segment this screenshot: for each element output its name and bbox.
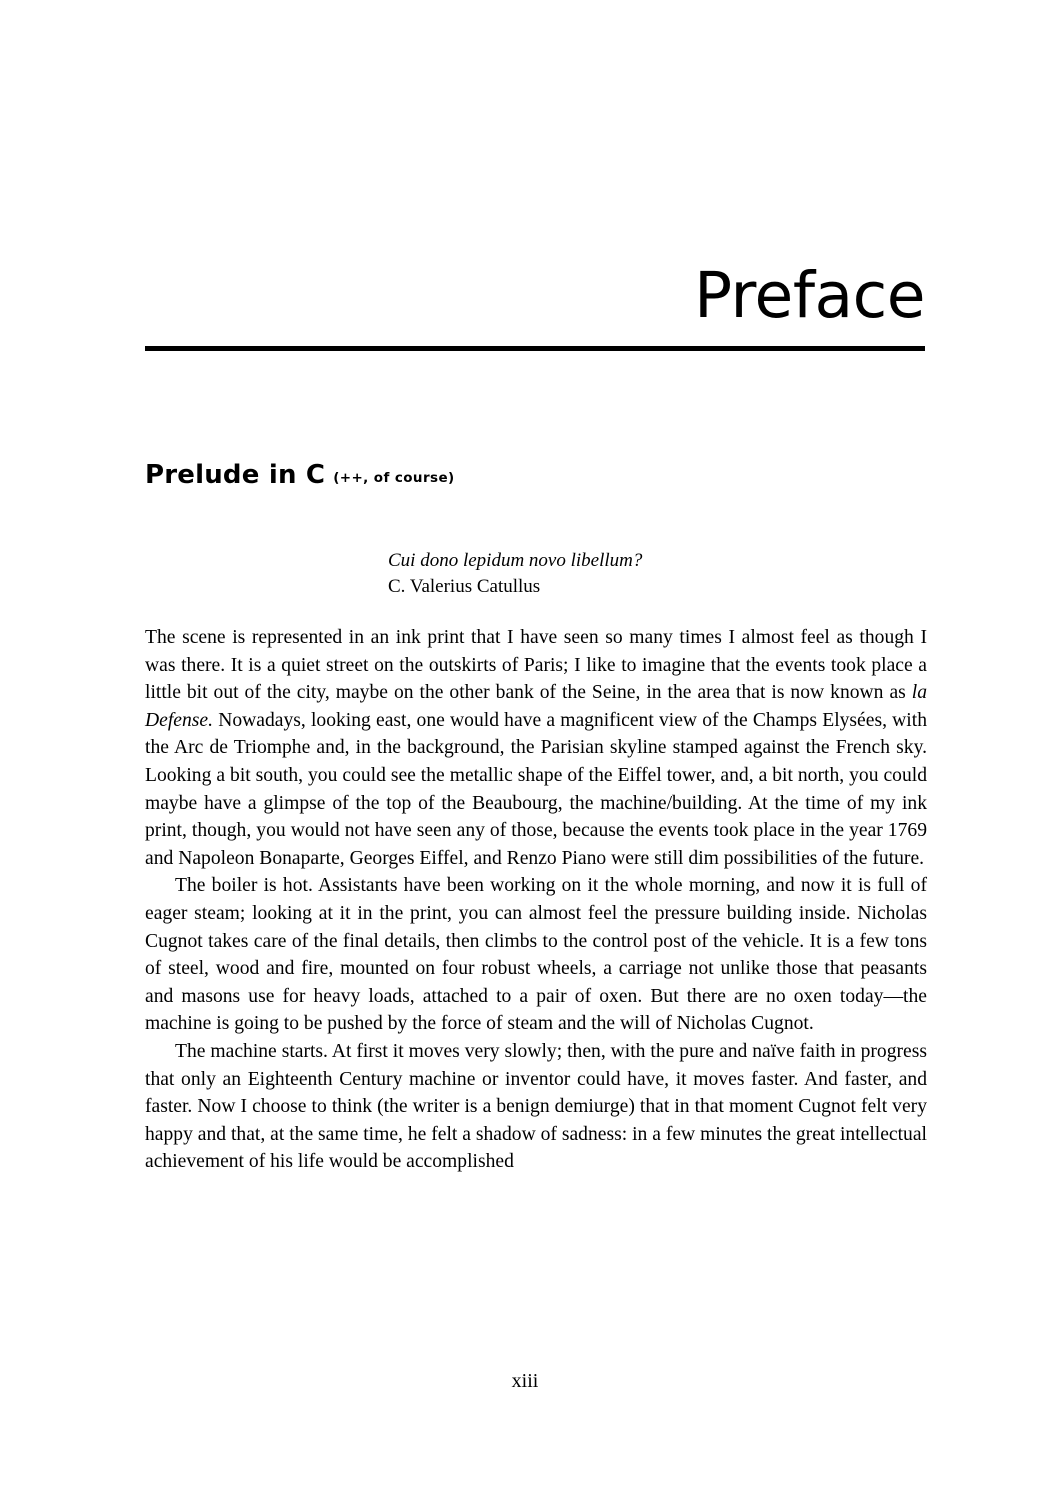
section-heading xyxy=(145,460,925,490)
chapter-header xyxy=(145,258,925,351)
section-heading-label: Prelude in C xyxy=(145,460,326,490)
paragraph-1-text-after-italic: Nowadays, looking east, one would have a magnificent view of the Champs Elysées, with the Arc de Triomphe and, in the background, the Parisian skyline stamped against the French sky. Looking a bit south, you could see the metallic shape of the Eiffel tower, and, a bit north, you could maybe have a glimpse of the top of the Beaubourg, the machine/building. At the time of my ink print, though, you would not have seen any of those, because the events took place in the year 1769 and Napoleon Bonaparte, Georges Eiffel, and Renzo Piano were still dim possibilities of the future. xyxy=(145,709,927,869)
section-heading-subtitle: (++, of course) xyxy=(333,470,455,486)
paragraph-1-italic-phrase: la Defense. xyxy=(145,682,927,731)
paragraph-1-text-before-italic: The scene is represented in an ink print that I have seen so many times I almost feel as though I was there. It is a quiet street on the outskirts of Paris; I like to imagine that the events took place a little bit out of the city, maybe on the other bank of the Seine, in the area that is now known as xyxy=(145,627,927,704)
epigraph xyxy=(388,548,928,600)
body-text xyxy=(145,624,927,1176)
epigraph-quote: Cui dono lepidum novo libellum? xyxy=(388,550,643,571)
paragraph-2: The boiler is hot. Assistants have been working on it the whole morning, and now it is full of eager steam; looking at it in the print, you can almost feel the pressure building inside. Nicholas Cugnot takes care of the final details, then climbs to the control post of the vehicle. It is a few tons of steel, wood and fire, mounted on four robust wheels, a carriage not unlike those that peasants and masons use for heavy loads, attached to a pair of oxen. But there are no oxen today—the machine is going to be pushed by the force of steam and the will of Nicholas Cugnot. xyxy=(145,875,927,1035)
epigraph-attribution: C. Valerius Catullus xyxy=(388,576,541,597)
page-number: xiii xyxy=(511,1370,539,1392)
paragraph-1 xyxy=(145,624,927,872)
page-title: Preface xyxy=(694,259,925,332)
title-divider xyxy=(145,346,925,351)
paragraph-3: The machine starts. At first it moves very slowly; then, with the pure and naïve faith in progress that only an Eighteenth Century machine or inventor could have, it moves faster. And faster, and faster. Now I choose to think (the writer is a benign demiurge) that in that moment Cugnot felt very happy and that, at the same time, he felt a shadow of sadness: in a few minutes the great intellectual achievement of his life would be accomplished xyxy=(145,1040,927,1173)
